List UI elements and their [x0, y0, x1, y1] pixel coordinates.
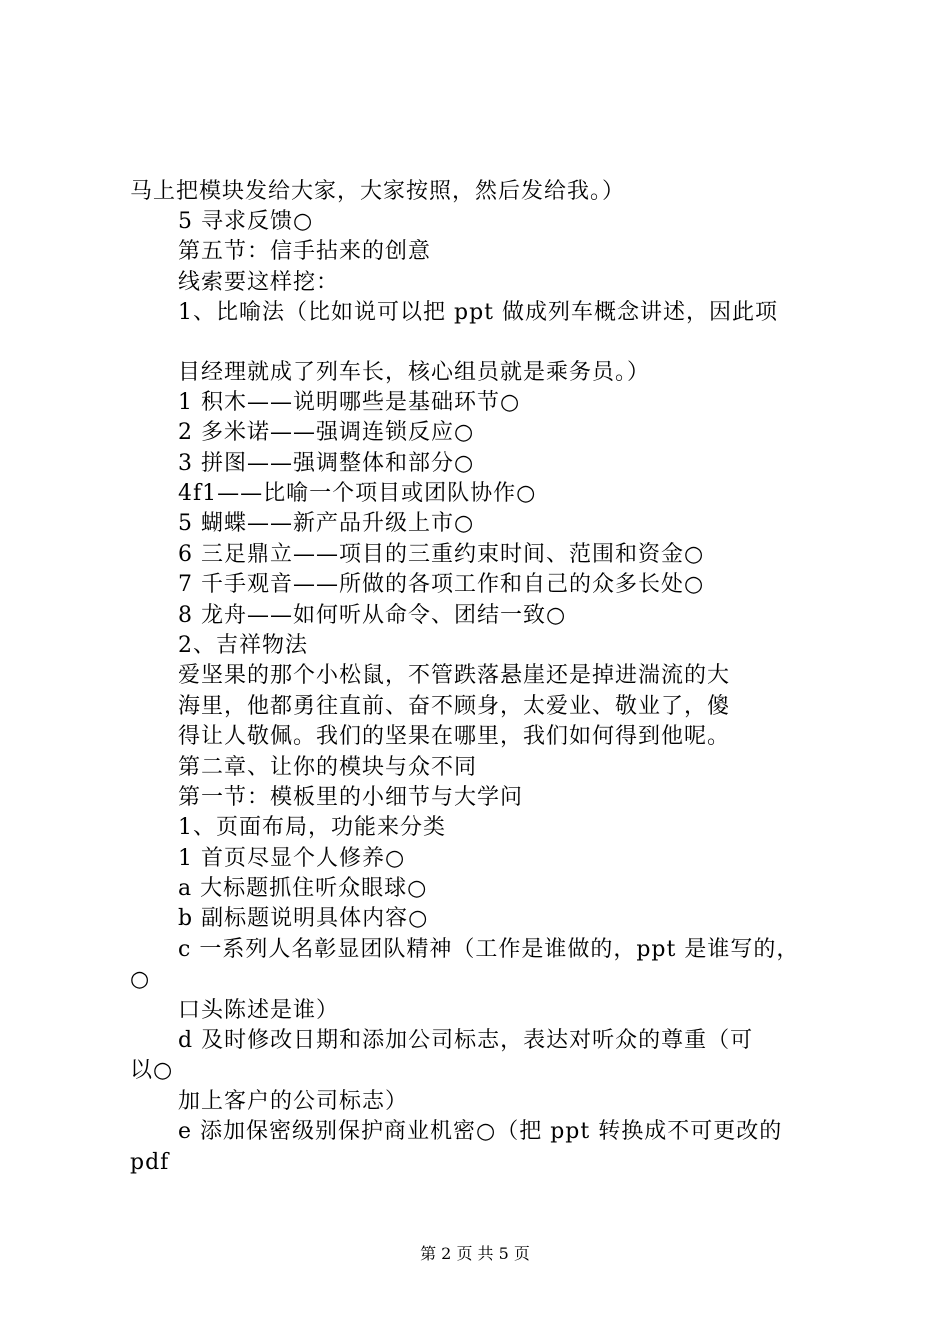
section-heading: 第一节：模板里的小细节与大学问: [178, 785, 524, 810]
list-item: 1 首页尽显个人修养○: [178, 846, 406, 871]
text-line: 爱坚果的那个小松鼠，不管跌落悬崖还是掉进湍流的大: [178, 663, 731, 688]
text-line: 线索要这样挖：: [178, 270, 340, 295]
list-item: c 一系列人名彰显团队精神（工作是谁做的，ppt 是谁写的，: [178, 937, 800, 962]
list-item: 4f1——比喻一个项目或团队协作○: [178, 481, 537, 506]
list-item: 7 千手观音——所做的各项工作和自己的众多长处○: [178, 572, 705, 597]
list-item: 6 三足鼎立——项目的三重约束时间、范围和资金○: [178, 542, 705, 567]
text-line: 马上把模块发给大家，大家按照，然后发给我。）: [130, 179, 626, 204]
list-item: 1 积木——说明哪些是基础环节○: [178, 390, 521, 415]
text-line: 得让人敬佩。我们的坚果在哪里，我们如何得到他呢。: [178, 724, 731, 749]
text-line: ○: [130, 967, 151, 992]
text-line: 口头陈述是谁）: [178, 998, 340, 1023]
list-item: d 及时修改日期和添加公司标志，表达对听众的尊重（可: [178, 1028, 754, 1053]
list-item: e 添加保密级别保护商业机密○（把 ppt 转换成不可更改的: [178, 1119, 783, 1144]
list-item: 2 多米诺——强调连锁反应○: [178, 420, 475, 445]
section-heading: 第五节：信手拈来的创意: [178, 239, 432, 264]
list-item: 3 拼图——强调整体和部分○: [178, 451, 475, 476]
list-item: b 副标题说明具体内容○: [178, 906, 429, 931]
chapter-heading: 第二章、让你的模块与众不同: [178, 755, 478, 780]
text-line: 目经理就成了列车长，核心组员就是乘务员。）: [178, 360, 651, 385]
list-item: a 大标题抓住听众眼球○: [178, 876, 428, 901]
text-line: 2、吉祥物法: [178, 633, 308, 658]
text-line: 海里，他都勇往直前、奋不顾身，太爱业、敬业了，傻: [178, 694, 731, 719]
text-line: 加上客户的公司标志）: [178, 1089, 409, 1114]
page-footer: 第 2 页 共 5 页: [420, 1244, 530, 1263]
text-line: pdf: [130, 1150, 170, 1175]
list-item: 8 龙舟——如何听从命令、团结一致○: [178, 603, 567, 628]
text-line: 以○: [130, 1058, 174, 1083]
text-line: 1、比喻法（比如说可以把 ppt 做成列车概念讲述，因此项: [178, 300, 778, 325]
text-line: 1、页面布局，功能来分类: [178, 815, 446, 840]
list-item: 5 蝴蝶——新产品升级上市○: [178, 511, 475, 536]
text-line: 5 寻求反馈○: [178, 209, 314, 234]
